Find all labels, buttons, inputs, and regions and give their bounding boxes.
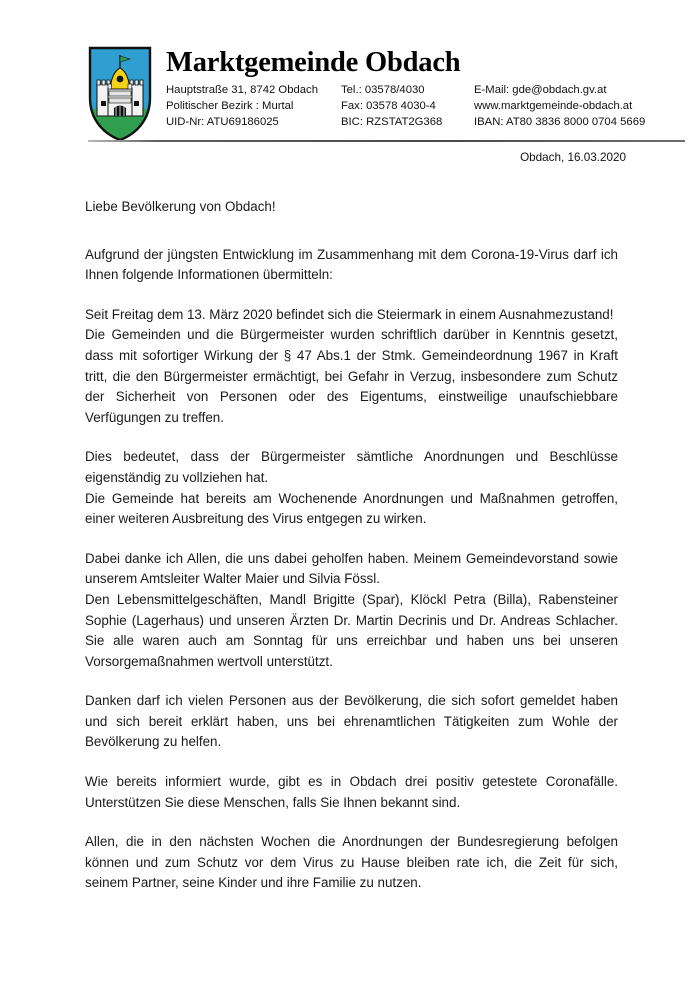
contact-district: Politischer Bezirk : Murtal <box>166 100 294 113</box>
organization-title: Marktgemeinde Obdach <box>166 47 461 78</box>
contact-address-street: Hauptstraße 31, 8742 Obdach <box>166 84 318 97</box>
letterhead <box>88 46 688 142</box>
letterhead-divider-rule <box>88 140 685 142</box>
contact-column-address <box>166 82 341 131</box>
contact-email: E-Mail: gde@obdach.gv.at <box>474 84 607 97</box>
letter-paragraph: Wie bereits informiert wurde, gibt es in Obdach drei positiv getestete Coronafälle. Unterstützen Sie diese Menschen, falls Sie Ihnen bekannt sind. <box>85 774 618 810</box>
contact-iban: IBAN: AT80 3836 8000 0704 5669 <box>474 116 646 129</box>
letter-paragraph: Allen, die in den nächsten Wochen die Anordnungen der Bundesregierung befolgen können und zum Schutz vor dem Virus zu Hause bleiben rate ich, die Zeit für sich, seinem Partner, seine Kinder und ihre Familie zu nutzen. <box>85 834 618 891</box>
contact-details <box>166 82 688 131</box>
municipal-coat-of-arms-icon <box>88 46 152 142</box>
contact-website: www.marktgemeinde-obdach.at <box>474 100 633 113</box>
letter-paragraph: Aufgrund der jüngsten Entwicklung im Zusammenhang mit dem Corona-19-Virus darf ich Ihnen folgende Informationen übermitteln: <box>85 246 618 283</box>
contact-telephone: Tel.: 03578/4030 <box>341 84 425 97</box>
contact-uid-number: UID-Nr: ATU69186025 <box>166 116 279 129</box>
letter-paragraph: Dies bedeutet, dass der Bürgermeister sämtliche Anordnungen und Beschlüsse eigenständig zu vollziehen hat. <box>85 449 618 485</box>
contact-fax: Fax: 03578 4030-4 <box>341 100 436 113</box>
letterhead-text-block <box>166 46 688 131</box>
letter-salutation: Liebe Bevölkerung von Obdach! <box>85 199 276 214</box>
contact-bic: BIC: RZSTAT2G368 <box>341 116 443 129</box>
contact-column-online <box>474 82 645 131</box>
letter-paragraph: Dabei danke ich Allen, die uns dabei geholfen haben. Meinem Gemeindevorstand sowie unserem Amtsleiter Walter Maier und Silvia Fössl. <box>85 550 618 587</box>
letter-body <box>85 197 618 894</box>
letter-paragraph: Danken darf ich vielen Personen aus der Bevölkerung, die sich sofort gemeldet haben und sich bereit erklärt haben, uns bei ehrenamtlichen Tätigkeiten zum Wohle der Bevölkerung zu helfen. <box>85 693 618 750</box>
letter-paragraph: Die Gemeinde hat bereits am Wochenende Anordnungen und Maßnahmen getroffen, einer weiteren Ausbreitung des Virus entgegen zu wirken. <box>85 490 618 527</box>
place-and-date: Obdach, 16.03.2020 <box>520 151 626 164</box>
letter-paragraph: Seit Freitag dem 13. März 2020 befindet sich die Steiermark in einem Ausnahmezustand! <box>85 306 614 322</box>
letter-paragraph: Die Gemeinden und die Bürgermeister wurden schriftlich darüber in Kenntnis gesetzt, dass mit sofortiger Wirkung der § 47 Abs.1 der Stmk. Gemeindeordnung 1967 in Kraft tritt, die den Bürgermeister ermächtigt, bei Gefahr in Verzug, insbesondere zum Schutz der Sicherheit von Personen oder des Eigentums, einstweilige unaufschiebbare Verfügungen zu treffen. <box>85 327 618 425</box>
letter-paragraph: Den Lebensmittelgeschäften, Mandl Brigitte (Spar), Klöckl Petra (Billa), Rabensteiner Sophie (Lagerhaus) und unseren Ärzten Dr. Martin Decrinis und Dr. Andreas Schlacher. Sie alle waren auch am Sonntag für uns erreichbar und haben uns bei unseren Vorsorgemaßnahmen wertvoll unterstützt. <box>85 591 618 669</box>
contact-column-phone <box>341 82 474 131</box>
